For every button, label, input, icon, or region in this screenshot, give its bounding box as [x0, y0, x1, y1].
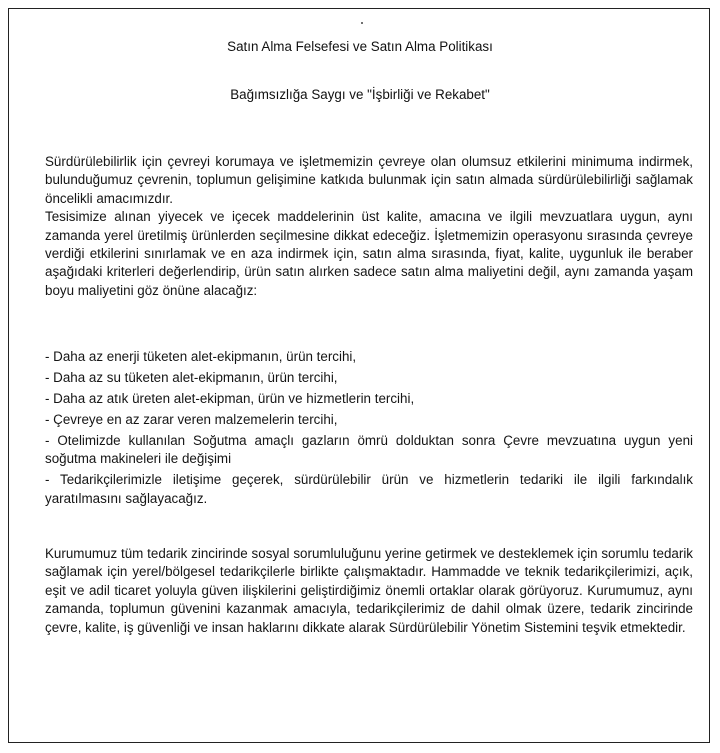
list-item: - Tedarikçilerimizle iletişime geçerek, sürdürülebilir ürün ve hizmetlerin tedariki ile ilgili farkındalık yaratılmasını sağlayacağız.	[45, 472, 693, 506]
document-subtitle: Bağımsızlığa Saygı ve "İşbirliği ve Rekabet"	[230, 87, 490, 102]
list-item: - Çevreye en az zarar veren malzemelerin tercihi,	[45, 412, 338, 427]
list-item: - Daha az su tüketen alet-ekipmanın, ürün tercihi,	[45, 370, 338, 385]
list-item: - Daha az enerji tüketen alet-ekipmanın, ürün tercihi,	[45, 349, 357, 364]
intro-paragraph-1: Sürdürülebilirlik için çevreyi korumaya ve işletmemizin çevreye olan olumsuz etkilerini minimuma indirmek, bulunduğumuz çevrenin, toplumun gelişimine katkıda bulunmak için satın almada sürdürülebilirliği sağlamak öncelikli amacımızdır.	[45, 154, 693, 206]
closing-section	[45, 545, 693, 637]
list-item: - Otelimizde kullanılan Soğutma amaçlı gazların ömrü dolduktan sonra Çevre mevzuatına uygun yeni soğutma makineleri ile değişimi	[45, 433, 693, 467]
scan-dot	[361, 22, 363, 24]
list-item: - Daha az atık üreten alet-ekipman, ürün ve hizmetlerin tercihi,	[45, 391, 415, 406]
closing-paragraph: Kurumumuz tüm tedarik zincirinde sosyal sorumluluğunu yerine getirmek ve desteklemek için sorumlu tedarik sağlamak için yerel/bölgesel tedarikçilerle birlikte çalışmaktadır. Hammadde ve teknik tedarikçilerimizi, açık, eşit ve adil ticaret yoluyla güven ilişkilerini geliştirdiğimiz önemli ortaklar olarak görüyoruz. Kurumumuz, aynı zamanda, toplumun güvenini kazanmak amacıyla, tedarikçilerimiz de dahil olmak üzere, tedarik zincirinde çevre, kalite, iş güvenliği ve insan haklarını dikkate alarak Sürdürülebilir Yönetim Sistemini teşvik etmektedir.	[45, 546, 693, 635]
intro-paragraph-2: Tesisimize alınan yiyecek ve içecek maddelerinin üst kalite, amacına ve ilgili mevzuatlara uygun, aynı zamanda yerel üretilmiş ürünlerden seçilmesine dikkat edeceğiz. İşletmemizin operasyonu sırasında çevreye verdiği etkilerini sınırlamak ve en aza indirmek için, satın alma sırasında, fiyat, kalite, uygunluk ile beraber aşağıdaki kriterleri değerlendirip, ürün satın alırken sadece satın alma maliyetini değil, aynı zamanda yaşam boyu maliyetini göz önüne alacağız:	[45, 209, 693, 298]
intro-section	[45, 153, 693, 300]
document-title: Satın Alma Felsefesi ve Satın Alma Politikası	[227, 39, 493, 54]
criteria-list	[45, 348, 693, 508]
